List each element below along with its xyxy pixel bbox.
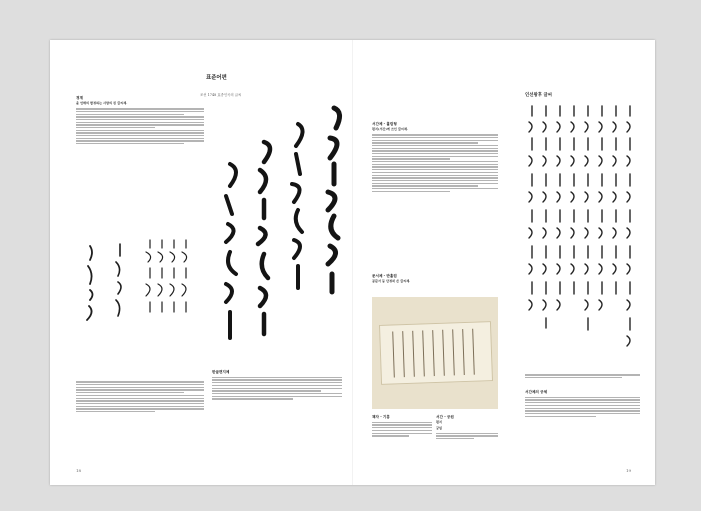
right-calligraphy-svg <box>524 102 640 366</box>
photo-col1-head: 책자 - 기흥 <box>372 415 390 419</box>
left-intro-text <box>76 96 204 146</box>
right-block1-head: 서간체 - 흘림형 <box>372 122 397 126</box>
right-page-number: 19 <box>626 468 632 473</box>
photo-caption-col2 <box>436 415 498 441</box>
right-block2-head: 문서체 - 반흘림 <box>372 274 397 278</box>
right-block-1 <box>372 122 498 193</box>
left-bottom-head: 한글편지체 <box>212 370 230 374</box>
left-bottom-text <box>76 380 204 414</box>
right-bottom-caption <box>525 373 640 380</box>
left-bottom-right-text <box>212 370 342 401</box>
manuscript-photo <box>372 297 498 409</box>
right-bottom-text <box>525 390 640 418</box>
left-intro-lead: 윤 언해의 함정하는 사람의 된 글씨체. <box>76 101 128 106</box>
left-small-calligraphy <box>80 236 200 346</box>
right-section-title: 인선왕후 글씨 <box>525 93 552 98</box>
photo-caption-col1 <box>372 415 432 438</box>
large-calligraphy-svg <box>214 104 350 360</box>
left-section-title: 표준어편 <box>206 75 227 81</box>
right-block1-lead: 편지(서간)에 쓰인 글씨체. <box>372 127 409 132</box>
right-calligraphy <box>524 102 640 366</box>
left-image-caption: 조선 1748 효종인곡의 글씨 <box>200 93 242 97</box>
book-spread <box>50 40 655 485</box>
left-large-calligraphy <box>214 104 350 360</box>
right-bottom-head: 서간체의 궁체 <box>525 390 548 394</box>
left-intro-head: 경계 <box>76 96 83 100</box>
right-block2-lead: 공문서 등 단정히 쓴 글씨체. <box>372 279 411 284</box>
small-calligraphy-svg <box>80 236 200 346</box>
manuscript-paper <box>379 321 493 385</box>
left-page-number: 18 <box>76 468 82 473</box>
photo-col2-head: 서간 - 궁원 <box>436 415 454 419</box>
photo-col2-sub2: 궁림 <box>436 425 442 430</box>
photo-col2-sub1: 편지 <box>436 420 442 425</box>
page-gutter <box>352 40 353 485</box>
right-block-2 <box>372 274 498 285</box>
